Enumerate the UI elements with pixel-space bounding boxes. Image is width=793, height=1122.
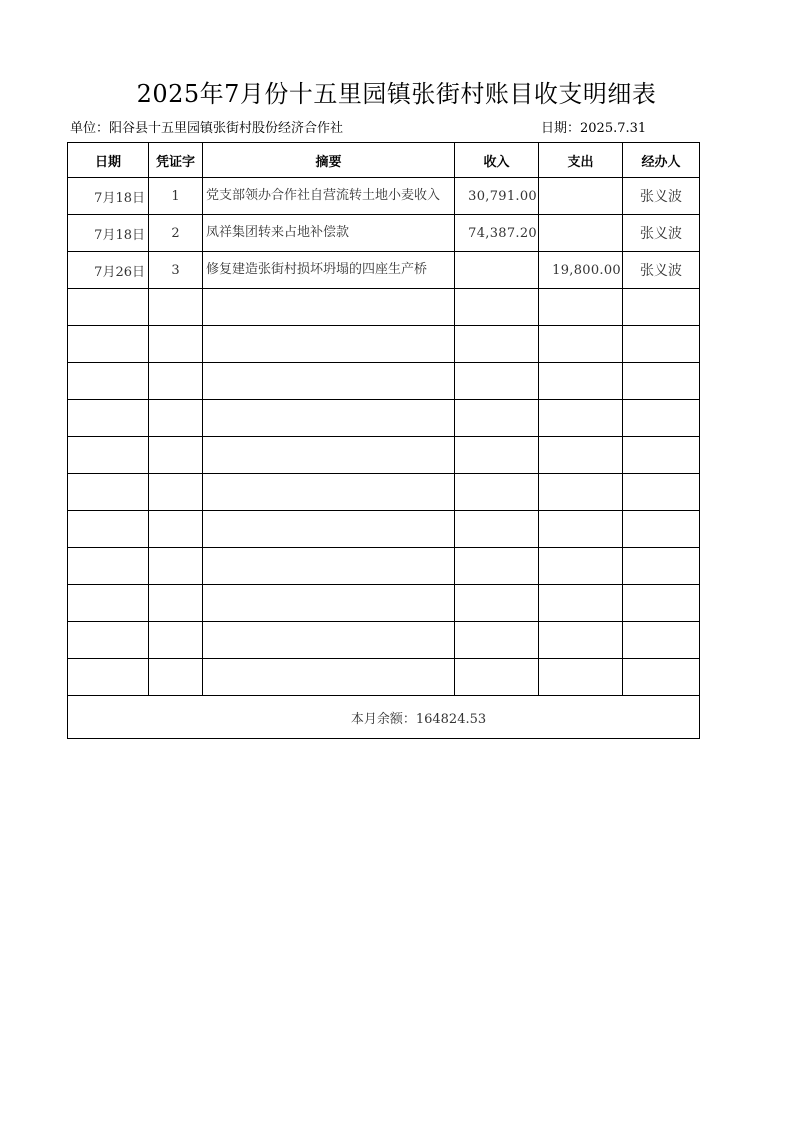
- empty-cell: [539, 400, 623, 437]
- empty-cell: [68, 437, 149, 474]
- balance-row: [68, 696, 700, 739]
- empty-table-row: [68, 585, 700, 622]
- cell-voucher: 2: [149, 215, 203, 252]
- empty-cell: [203, 659, 455, 696]
- empty-cell: [149, 622, 203, 659]
- cell-handler: 张义波: [623, 215, 700, 252]
- empty-table-row: [68, 622, 700, 659]
- empty-cell: [203, 474, 455, 511]
- empty-cell: [623, 659, 700, 696]
- table-header-row: [68, 143, 700, 178]
- empty-cell: [203, 289, 455, 326]
- balance-cell: [68, 696, 700, 739]
- column-header-summary: 摘要: [203, 143, 455, 178]
- cell-handler: 张义波: [623, 252, 700, 289]
- date-label: 日期：2025.7.31: [541, 121, 647, 136]
- empty-cell: [623, 622, 700, 659]
- column-header-handler: 经办人: [623, 143, 700, 178]
- empty-cell: [149, 511, 203, 548]
- empty-cell: [455, 585, 539, 622]
- cell-date: 7月18日: [68, 178, 149, 215]
- empty-cell: [68, 400, 149, 437]
- empty-cell: [455, 400, 539, 437]
- empty-cell: [149, 474, 203, 511]
- empty-cell: [539, 326, 623, 363]
- empty-cell: [149, 289, 203, 326]
- empty-cell: [149, 326, 203, 363]
- cell-expense: 19,800.00: [539, 252, 623, 289]
- empty-cell: [455, 622, 539, 659]
- empty-cell: [455, 474, 539, 511]
- empty-cell: [68, 659, 149, 696]
- empty-cell: [455, 548, 539, 585]
- cell-voucher: 3: [149, 252, 203, 289]
- empty-cell: [623, 474, 700, 511]
- cell-summary: 党支部领办合作社自营流转土地小麦收入: [203, 178, 455, 215]
- empty-cell: [68, 289, 149, 326]
- empty-cell: [68, 511, 149, 548]
- empty-table-row: [68, 511, 700, 548]
- empty-cell: [149, 363, 203, 400]
- empty-cell: [455, 437, 539, 474]
- empty-cell: [455, 289, 539, 326]
- page-title: 2025年7月份十五里园镇张街村账目收支明细表: [136, 80, 657, 108]
- cell-summary: 凤祥集团转来占地补偿款: [203, 215, 455, 252]
- empty-cell: [539, 511, 623, 548]
- empty-cell: [539, 474, 623, 511]
- empty-table-row: [68, 659, 700, 696]
- empty-cell: [149, 400, 203, 437]
- empty-cell: [623, 289, 700, 326]
- cell-expense: [539, 178, 623, 215]
- empty-cell: [203, 437, 455, 474]
- empty-cell: [455, 511, 539, 548]
- empty-cell: [623, 585, 700, 622]
- empty-cell: [455, 363, 539, 400]
- table-row: [68, 215, 700, 252]
- empty-cell: [203, 326, 455, 363]
- empty-cell: [455, 326, 539, 363]
- empty-cell: [203, 511, 455, 548]
- cell-voucher: 1: [149, 178, 203, 215]
- table-row: [68, 178, 700, 215]
- empty-cell: [539, 548, 623, 585]
- empty-table-row: [68, 289, 700, 326]
- empty-cell: [623, 511, 700, 548]
- empty-cell: [203, 622, 455, 659]
- empty-table-row: [68, 548, 700, 585]
- empty-cell: [623, 363, 700, 400]
- column-header-voucher: 凭证字: [149, 143, 203, 178]
- empty-cell: [455, 659, 539, 696]
- ledger-table: [67, 142, 700, 739]
- empty-cell: [68, 622, 149, 659]
- cell-date: 7月26日: [68, 252, 149, 289]
- empty-cell: [68, 474, 149, 511]
- cell-date: 7月18日: [68, 215, 149, 252]
- empty-cell: [539, 363, 623, 400]
- empty-cell: [539, 437, 623, 474]
- empty-table-row: [68, 326, 700, 363]
- empty-table-row: [68, 363, 700, 400]
- cell-summary: 修复建造张街村损坏坍塌的四座生产桥: [203, 252, 455, 289]
- cell-expense: [539, 215, 623, 252]
- table-row: [68, 252, 700, 289]
- empty-cell: [149, 437, 203, 474]
- column-header-income: 收入: [455, 143, 539, 178]
- column-header-date: 日期: [68, 143, 149, 178]
- empty-cell: [149, 659, 203, 696]
- cell-handler: 张义波: [623, 178, 700, 215]
- empty-cell: [68, 326, 149, 363]
- empty-cell: [203, 548, 455, 585]
- empty-cell: [539, 622, 623, 659]
- cell-income: [455, 252, 539, 289]
- empty-table-row: [68, 437, 700, 474]
- cell-income: 74,387.20: [455, 215, 539, 252]
- empty-cell: [149, 548, 203, 585]
- empty-cell: [623, 437, 700, 474]
- column-header-expense: 支出: [539, 143, 623, 178]
- empty-cell: [623, 400, 700, 437]
- empty-cell: [539, 659, 623, 696]
- empty-cell: [203, 400, 455, 437]
- empty-cell: [539, 585, 623, 622]
- empty-cell: [623, 326, 700, 363]
- empty-cell: [539, 289, 623, 326]
- empty-cell: [68, 363, 149, 400]
- empty-table-row: [68, 474, 700, 511]
- empty-table-row: [68, 400, 700, 437]
- empty-cell: [623, 548, 700, 585]
- monthly-balance: 本月余额：164824.53: [350, 711, 487, 727]
- empty-cell: [203, 585, 455, 622]
- empty-cell: [149, 585, 203, 622]
- unit-label: 单位：阳谷县十五里园镇张街村股份经济合作社: [70, 121, 344, 136]
- empty-cell: [203, 363, 455, 400]
- cell-income: 30,791.00: [455, 178, 539, 215]
- empty-cell: [68, 585, 149, 622]
- empty-cell: [68, 548, 149, 585]
